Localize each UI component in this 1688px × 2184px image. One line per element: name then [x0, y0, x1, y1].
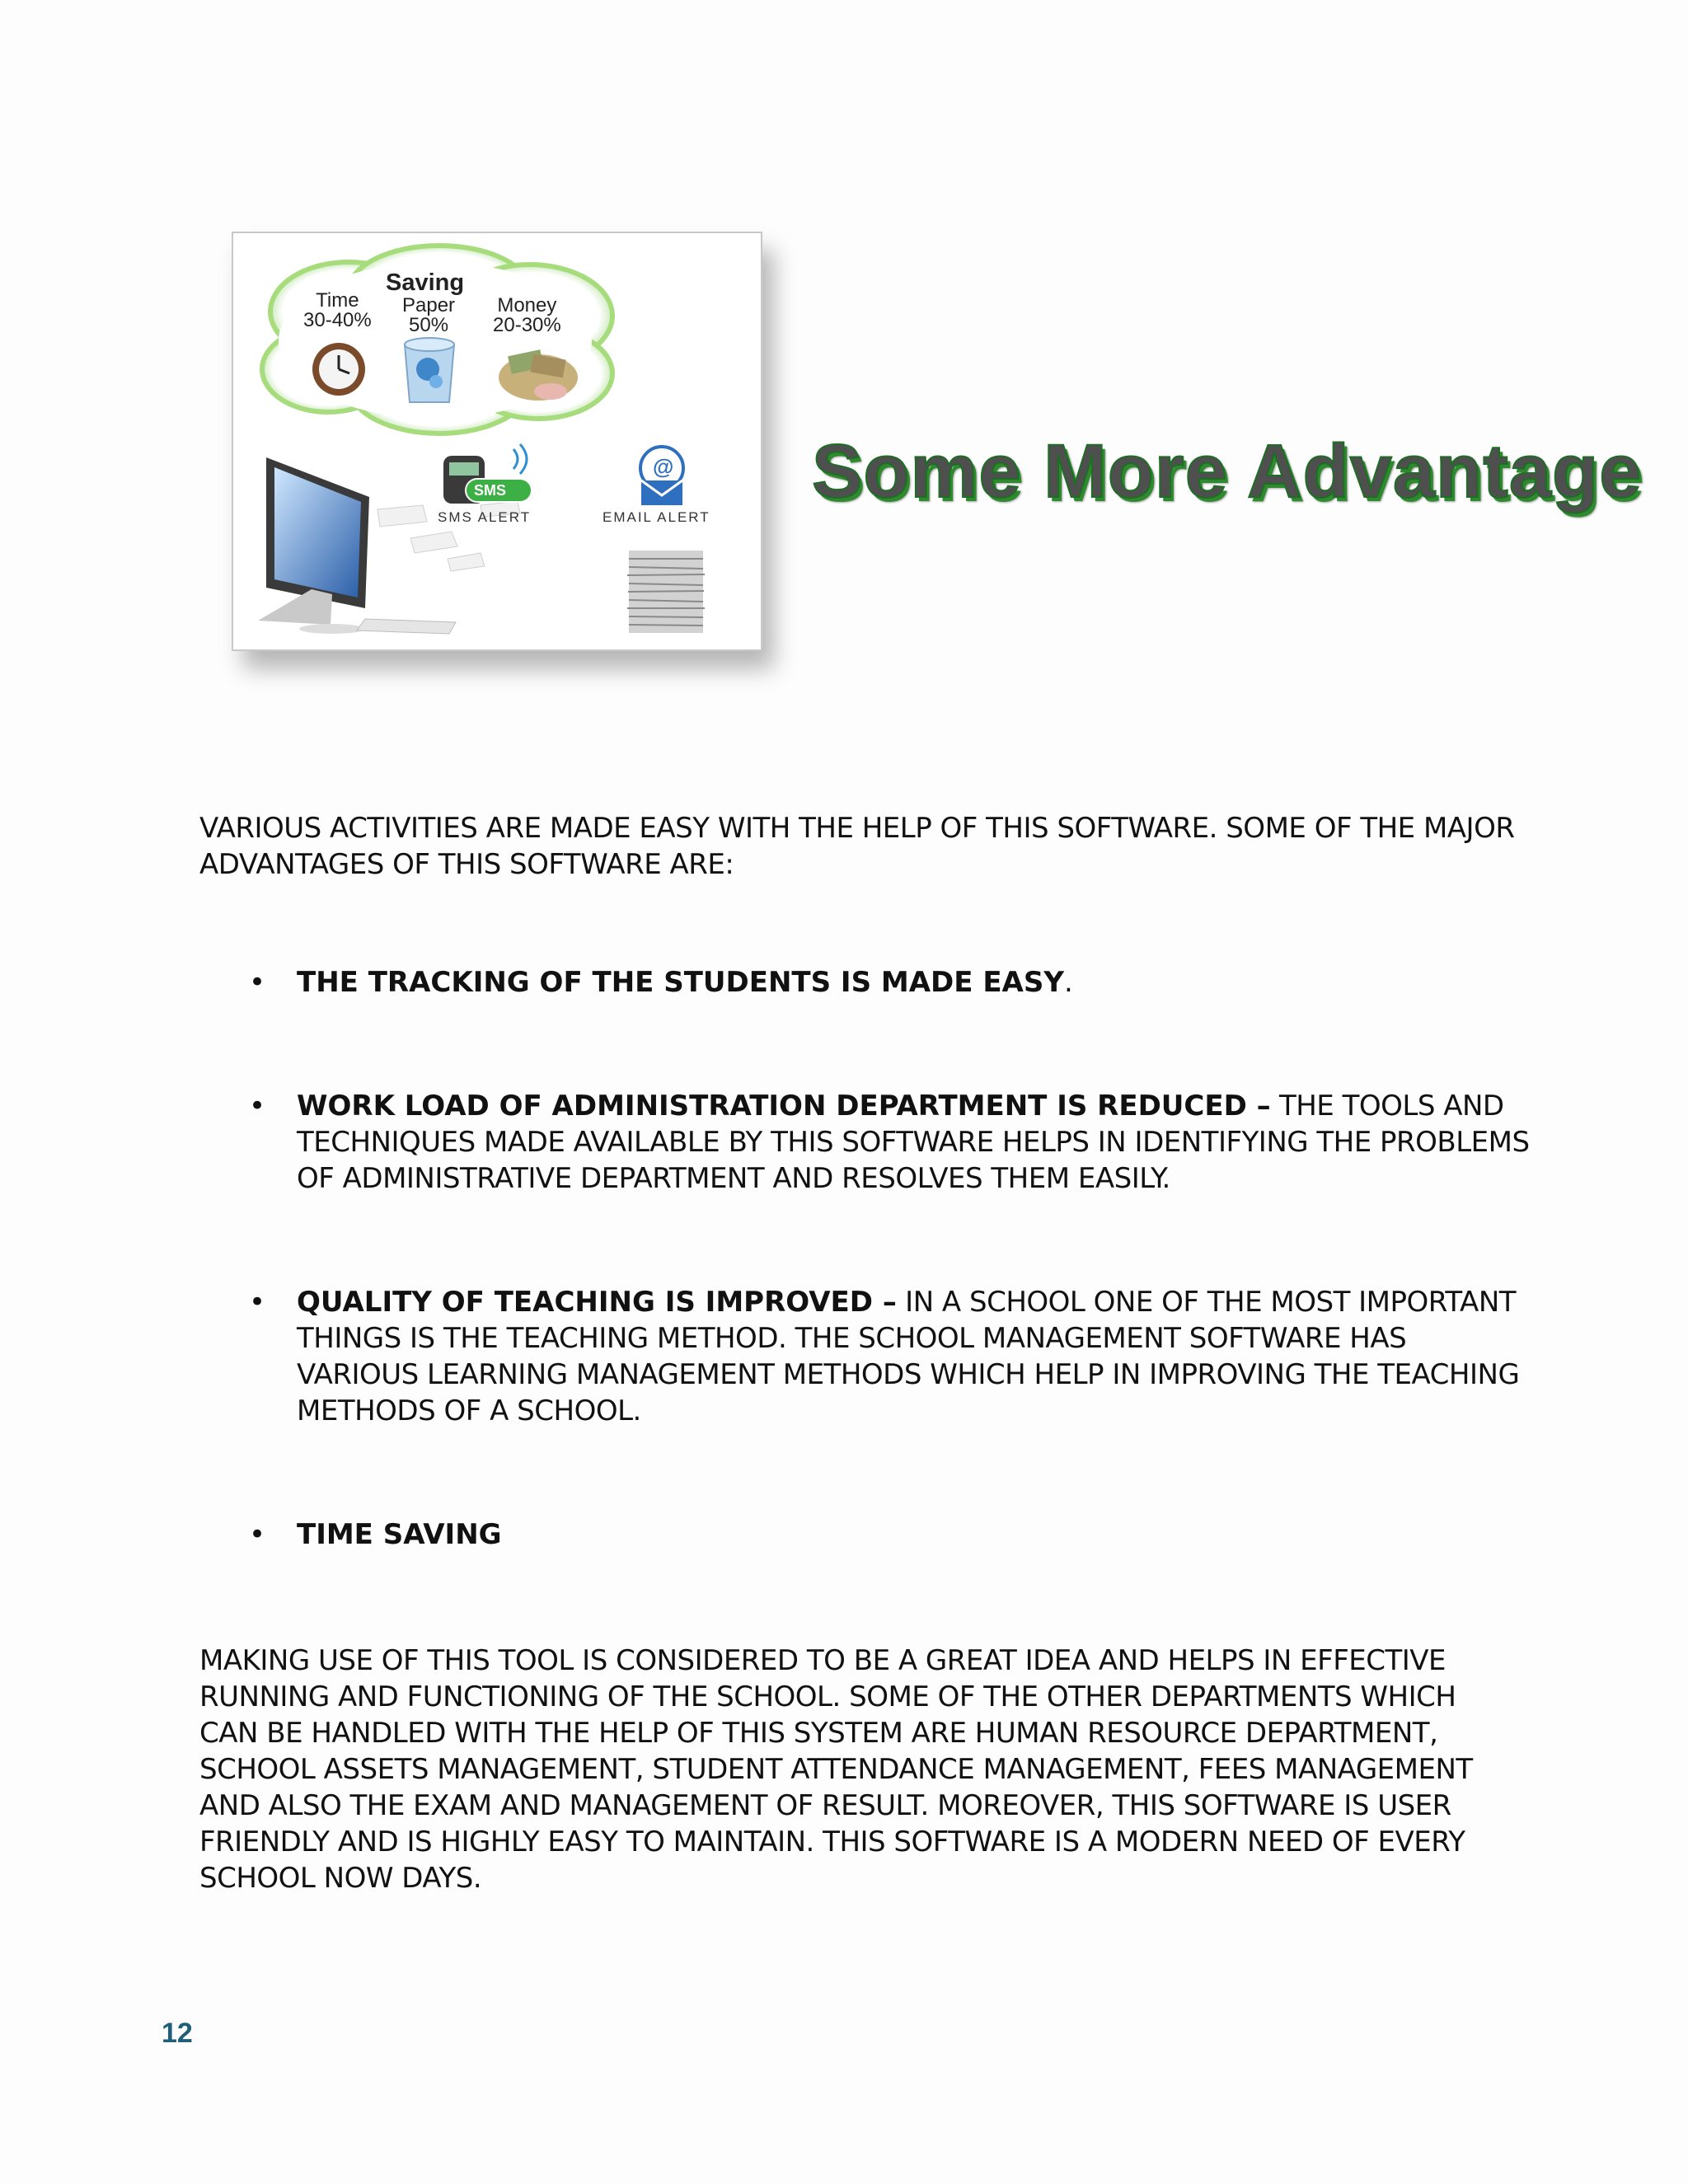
sms-badge-label: SMS	[474, 482, 507, 499]
list-item-text: THE TOOLS AND TECHNIQUES MADE AVAILABLE BY THIS SOFTWARE HELPS IN IDENTIFYING THE PROBLEMS OF ADMINISTRATIVE DEPARTMENT AND RESOLVES THEM EASILY.	[297, 1090, 1530, 1195]
page-heading: Some More Advantage	[812, 429, 1643, 513]
time-label: Time	[316, 289, 359, 312]
list-item-title: TIME SAVING	[297, 1518, 502, 1551]
closing-paragraph: MAKING USE OF THIS TOOL IS CONSIDERED TO BE A GREAT IDEA AND HELPS IN EFFECTIVE RUNNING AND FUNCTIONING OF THE SCHOOL. SOME OF THE OTHER DEPARTMENTS WHICH CAN BE HANDLED WITH THE HELP OF THIS SYSTEM ARE HUMAN RESOURCE DEPARTMENT, SCHOOL ASSETS MANAGEMENT, STUDENT ATTENDANCE MANAGEMENT, FEES MANAGEMENT AND ALSO THE EXAM AND MANAGEMENT OF RESULT. MOREOVER, THIS SOFTWARE IS USER FRIENDLY AND IS HIGHLY EASY TO MAINTAIN. THIS SOFTWARE IS A MODERN NEED OF EVERY SCHOOL NOW DAYS.	[199, 1644, 1473, 1895]
bullet-icon: •	[249, 1518, 265, 1551]
paper-value: 50%	[409, 314, 449, 336]
page-number: 12	[162, 2018, 193, 2049]
bullet-icon: •	[249, 966, 265, 999]
bullet-icon: •	[249, 1286, 265, 1319]
money-saving-label	[493, 296, 561, 335]
time-value: 30-40%	[303, 309, 372, 331]
list-item	[199, 1516, 1535, 1553]
saving-title: Saving	[386, 269, 465, 296]
money-label: Money	[497, 294, 557, 316]
list-item-title: THE TRACKING OF THE STUDENTS IS MADE EASY	[297, 966, 1064, 999]
money-value: 20-30%	[493, 314, 561, 336]
email-at-symbol: @	[653, 454, 674, 479]
paper-saving-label	[402, 296, 455, 335]
bullet-icon: •	[249, 1090, 265, 1122]
list-item-text: IN A SCHOOL ONE OF THE MOST IMPORTANT THINGS IS THE TEACHING METHOD. THE SCHOOL MANAGEMENT SOFTWARE HAS VARIOUS LEARNING MANAGEMENT METHODS WHICH HELP IN IMPROVING THE TEACHING METHODS OF A SCHOOL.	[297, 1286, 1520, 1427]
email-alert-label: EMAIL ALERT	[603, 509, 710, 525]
time-saving-label	[303, 291, 372, 330]
paper-stack-icon	[627, 551, 705, 633]
list-item	[199, 964, 1535, 1001]
list-item-title: QUALITY OF TEACHING IS IMPROVED –	[297, 1286, 897, 1319]
list-item-title: WORK LOAD OF ADMINISTRATION DEPARTMENT IS REDUCED –	[297, 1090, 1271, 1122]
advantages-illustration	[232, 232, 762, 651]
sms-alert-label: SMS ALERT	[438, 509, 532, 525]
clock-icon	[312, 343, 365, 396]
list-item	[199, 1088, 1535, 1197]
intro-paragraph: VARIOUS ACTIVITIES ARE MADE EASY WITH THE HELP OF THIS SOFTWARE. SOME OF THE MAJOR ADVANTAGES OF THIS SOFTWARE ARE:	[199, 812, 1515, 881]
paper-label: Paper	[402, 294, 456, 316]
list-item	[199, 1284, 1535, 1429]
recycle-bin-icon	[405, 338, 454, 402]
list-item-text: .	[1063, 966, 1073, 999]
advantages-list	[199, 964, 1535, 1553]
